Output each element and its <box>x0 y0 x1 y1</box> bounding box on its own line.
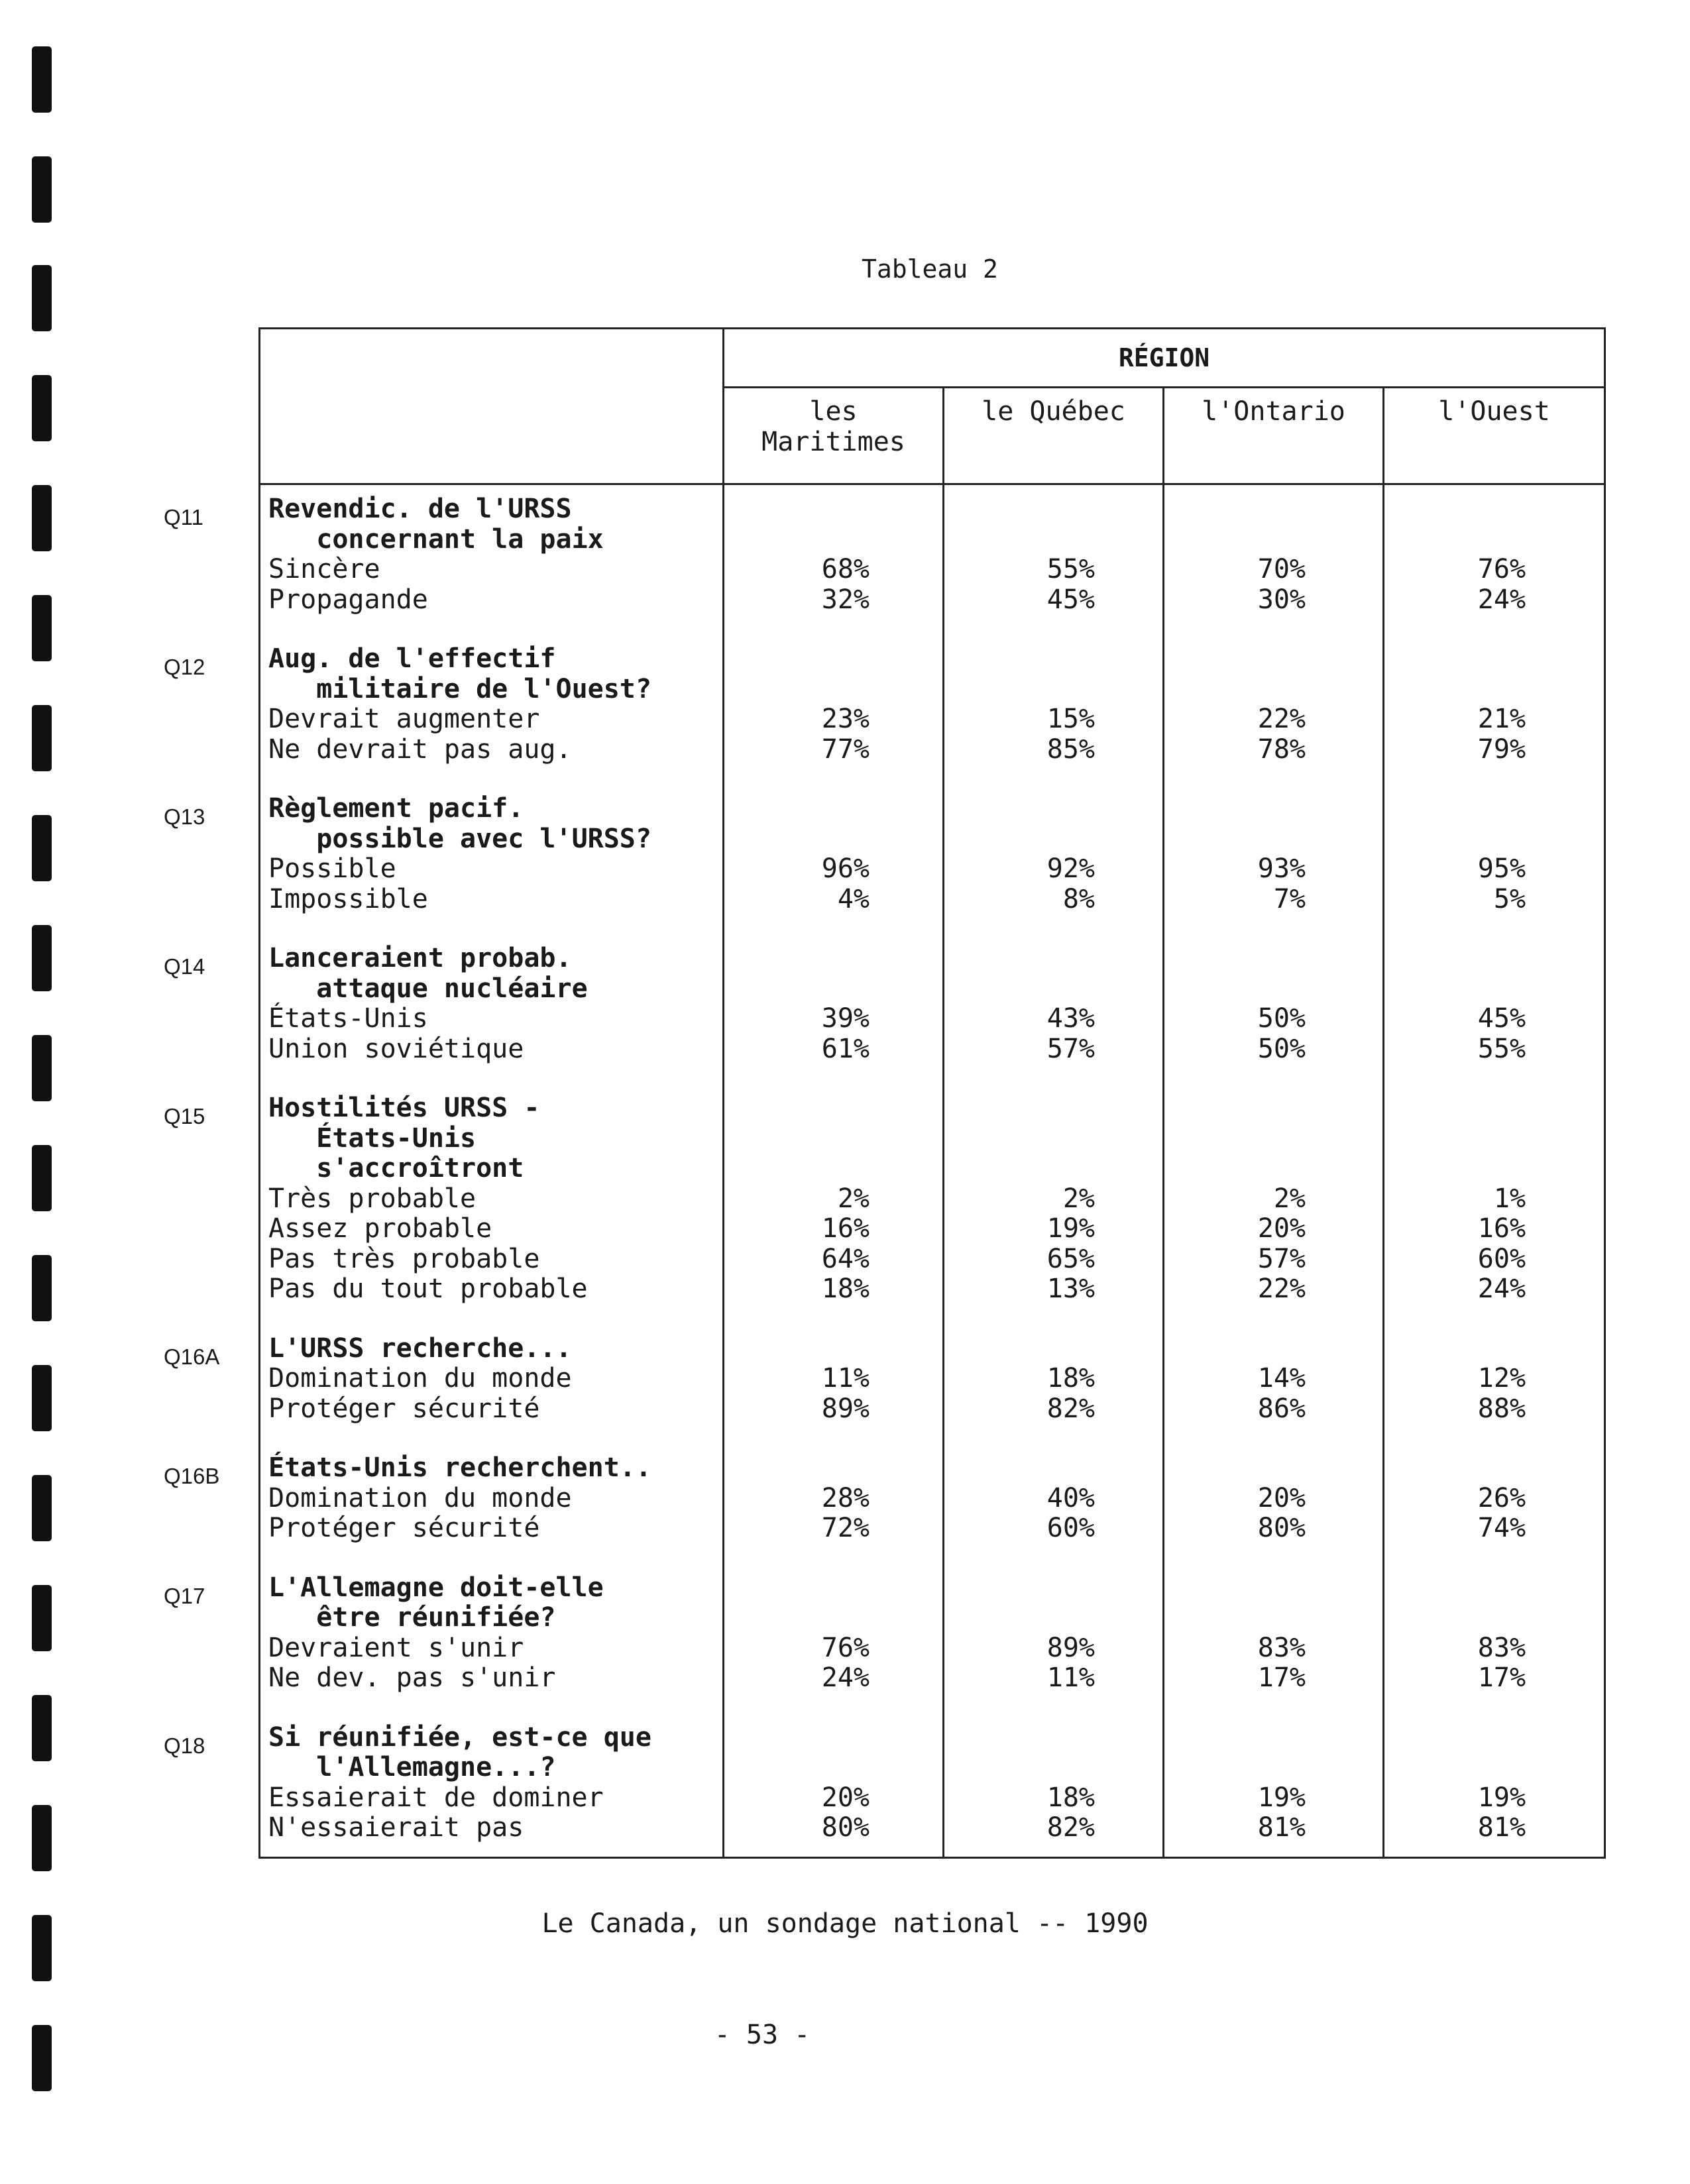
question-id: Q12 <box>164 655 205 679</box>
percent-value: 17% <box>1477 1663 1526 1693</box>
percent-value: 2% <box>837 1183 870 1214</box>
value-block <box>944 1573 1162 1694</box>
value-block <box>724 1453 942 1544</box>
answer-option: Pas très probable <box>268 1243 540 1274</box>
question-title: Règlement pacif. possible avec l'URSS? <box>268 793 651 854</box>
question-title: L'URSS recherche... <box>268 1333 572 1364</box>
binder-hole <box>32 1475 52 1541</box>
question-id: Q18 <box>164 1733 205 1758</box>
percent-value: 2% <box>1062 1183 1095 1214</box>
percent-value: 11% <box>821 1363 870 1393</box>
binder-hole <box>32 1255 52 1321</box>
answer-option: Propagande <box>268 584 428 615</box>
value-block <box>1384 1093 1604 1305</box>
binder-hole <box>32 595 52 661</box>
value-block <box>1384 1334 1604 1425</box>
binder-hole <box>32 265 52 331</box>
percent-value: 45% <box>1477 1003 1526 1034</box>
value-block <box>724 1093 942 1305</box>
percent-value: 65% <box>1046 1243 1095 1274</box>
percent-value: 76% <box>821 1632 870 1663</box>
answer-option: Protéger sécurité <box>268 1513 540 1543</box>
answer-option: Possible <box>268 853 396 884</box>
binder-hole <box>32 485 52 551</box>
value-block <box>1384 944 1604 1064</box>
question-block <box>164 1093 718 1305</box>
percent-value: 68% <box>821 554 870 584</box>
percent-value: 18% <box>1046 1782 1095 1813</box>
question-block <box>164 1452 718 1544</box>
binder-hole <box>32 1145 52 1211</box>
survey-table <box>164 327 1606 1859</box>
answer-option: Protéger sécurité <box>268 1393 540 1424</box>
question-title: Aug. de l'effectif militaire de l'Ouest? <box>268 643 651 704</box>
value-block <box>944 1453 1162 1544</box>
value-block <box>944 494 1162 615</box>
value-block <box>944 1723 1162 1843</box>
value-block <box>724 944 942 1064</box>
percent-value: 57% <box>1046 1033 1095 1064</box>
answer-option: N'essaierait pas <box>268 1812 524 1843</box>
question-id: Q16B <box>164 1464 220 1488</box>
percent-value: 81% <box>1257 1812 1306 1843</box>
percent-value: 4% <box>837 883 870 914</box>
question-title: Hostilités URSS - États-Unis s'accroîtront <box>268 1093 540 1183</box>
percent-value: 8% <box>1062 883 1095 914</box>
value-block <box>1384 494 1604 615</box>
value-block <box>1164 794 1382 914</box>
percent-value: 24% <box>821 1663 870 1693</box>
percent-value: 20% <box>821 1782 870 1813</box>
question-id: Q16A <box>164 1344 220 1369</box>
percent-value: 22% <box>1257 704 1306 734</box>
percent-value: 17% <box>1257 1663 1306 1693</box>
column-header-ontario: l'Ontario <box>1164 388 1384 484</box>
percent-value: 39% <box>821 1003 870 1034</box>
column-header-ouest: l'Ouest <box>1384 388 1605 484</box>
answer-option: Domination du monde <box>268 1363 572 1393</box>
question-id: Q14 <box>164 954 205 979</box>
answer-option: Pas du tout probable <box>268 1274 588 1304</box>
percent-value: 24% <box>1477 584 1526 615</box>
percent-value: 55% <box>1046 554 1095 584</box>
values-column-quebec <box>944 484 1164 1858</box>
question-id: Q17 <box>164 1583 205 1608</box>
percent-value: 57% <box>1257 1243 1306 1274</box>
percent-value: 13% <box>1046 1274 1095 1304</box>
percent-value: 72% <box>821 1513 870 1543</box>
percent-value: 45% <box>1046 584 1095 615</box>
percent-value: 85% <box>1046 734 1095 765</box>
percent-value: 78% <box>1257 734 1306 765</box>
value-block <box>724 1723 942 1843</box>
answer-option: Ne devrait pas aug. <box>268 734 572 765</box>
values-column-ouest <box>1384 484 1605 1858</box>
percent-value: 61% <box>821 1033 870 1064</box>
question-title: États-Unis recherchent.. <box>268 1452 651 1483</box>
percent-value: 12% <box>1477 1363 1526 1393</box>
value-block <box>1384 1723 1604 1843</box>
percent-value: 19% <box>1477 1782 1526 1813</box>
percent-value: 60% <box>1477 1243 1526 1274</box>
answer-option: Ne dev. pas s'unir <box>268 1663 556 1693</box>
value-block <box>944 644 1162 765</box>
column-header-maritimes: les Maritimes <box>724 388 944 484</box>
question-id: Q13 <box>164 804 205 829</box>
binder-hole <box>32 375 52 441</box>
value-block <box>724 1334 942 1425</box>
percent-value: 18% <box>1046 1363 1095 1393</box>
percent-value: 16% <box>1477 1213 1526 1244</box>
percent-value: 7% <box>1273 883 1306 914</box>
value-block <box>944 944 1162 1064</box>
percent-value: 82% <box>1046 1393 1095 1424</box>
values-column-ontario <box>1164 484 1384 1858</box>
question-block <box>164 793 718 914</box>
value-block <box>1164 944 1382 1064</box>
percent-value: 80% <box>821 1812 870 1843</box>
binder-hole <box>32 156 52 223</box>
question-block <box>164 1333 718 1425</box>
percent-value: 70% <box>1257 554 1306 584</box>
table-title: Tableau 2 <box>862 254 998 284</box>
answer-option: Très probable <box>268 1183 477 1214</box>
percent-value: 20% <box>1257 1482 1306 1513</box>
question-id: Q15 <box>164 1104 205 1128</box>
value-block <box>944 794 1162 914</box>
value-block <box>1164 644 1382 765</box>
value-block <box>1164 1093 1382 1305</box>
answer-option: États-Unis <box>268 1003 428 1034</box>
binder-hole <box>32 46 52 113</box>
value-block <box>724 644 942 765</box>
percent-value: 16% <box>821 1213 870 1244</box>
value-block <box>724 794 942 914</box>
value-block <box>724 1573 942 1694</box>
percent-value: 26% <box>1477 1482 1526 1513</box>
percent-value: 81% <box>1477 1812 1526 1843</box>
percent-value: 50% <box>1257 1003 1306 1034</box>
percent-value: 79% <box>1477 734 1526 765</box>
binder-hole <box>32 925 52 991</box>
source-caption: Le Canada, un sondage national -- 1990 <box>541 1908 1149 1939</box>
percent-value: 24% <box>1477 1274 1526 1304</box>
percent-value: 88% <box>1477 1393 1526 1424</box>
question-block <box>164 643 718 765</box>
percent-value: 80% <box>1257 1513 1306 1543</box>
binder-hole <box>32 705 52 771</box>
question-title: Si réunifiée, est-ce que l'Allemagne...? <box>268 1721 651 1782</box>
percent-value: 60% <box>1046 1513 1095 1543</box>
corner-cell <box>260 329 724 484</box>
percent-value: 83% <box>1477 1632 1526 1663</box>
percent-value: 64% <box>821 1243 870 1274</box>
value-block <box>1164 1334 1382 1425</box>
binder-hole <box>32 1805 52 1871</box>
binder-hole <box>32 1365 52 1431</box>
percent-value: 5% <box>1493 883 1526 914</box>
answer-option: Assez probable <box>268 1213 492 1244</box>
percent-value: 74% <box>1477 1513 1526 1543</box>
page-number: - 53 - <box>714 2020 811 2050</box>
region-header: RÉGION <box>724 329 1605 388</box>
question-block <box>164 943 718 1064</box>
percent-value: 21% <box>1477 704 1526 734</box>
percent-value: 1% <box>1493 1183 1526 1214</box>
percent-value: 11% <box>1046 1663 1095 1693</box>
percent-value: 89% <box>821 1393 870 1424</box>
answer-option: Impossible <box>268 883 428 914</box>
values-column-maritimes <box>724 484 944 1858</box>
percent-value: 20% <box>1257 1213 1306 1244</box>
value-block <box>1164 1453 1382 1544</box>
question-title: Revendic. de l'URSS concernant la paix <box>268 494 604 555</box>
percent-value: 89% <box>1046 1632 1095 1663</box>
question-title: Lanceraient probab. attaque nucléaire <box>268 943 588 1004</box>
answer-option: Devraient s'unir <box>268 1632 524 1663</box>
percent-value: 30% <box>1257 584 1306 615</box>
percent-value: 50% <box>1257 1033 1306 1064</box>
percent-value: 2% <box>1273 1183 1306 1214</box>
value-block <box>1164 1723 1382 1843</box>
answer-option: Domination du monde <box>268 1482 572 1513</box>
binder-holes <box>32 0 58 2184</box>
percent-value: 96% <box>821 853 870 884</box>
value-block <box>1164 1573 1382 1694</box>
value-block <box>1384 794 1604 914</box>
question-block <box>164 494 718 615</box>
question-title: L'Allemagne doit-elle être réunifiée? <box>268 1572 604 1633</box>
value-block <box>1384 1573 1604 1694</box>
percent-value: 22% <box>1257 1274 1306 1304</box>
percent-value: 19% <box>1257 1782 1306 1813</box>
value-block <box>1384 1453 1604 1544</box>
binder-hole <box>32 1695 52 1761</box>
value-block <box>1384 644 1604 765</box>
percent-value: 93% <box>1257 853 1306 884</box>
percent-value: 14% <box>1257 1363 1306 1393</box>
percent-value: 95% <box>1477 853 1526 884</box>
value-block <box>1164 494 1382 615</box>
question-id: Q11 <box>164 505 203 529</box>
percent-value: 28% <box>821 1482 870 1513</box>
binder-hole <box>32 1585 52 1651</box>
percent-value: 83% <box>1257 1632 1306 1663</box>
percent-value: 82% <box>1046 1812 1095 1843</box>
binder-hole <box>32 1035 52 1101</box>
percent-value: 92% <box>1046 853 1095 884</box>
value-block <box>944 1334 1162 1425</box>
percent-value: 40% <box>1046 1482 1095 1513</box>
column-header-quebec: le Québec <box>944 388 1164 484</box>
percent-value: 18% <box>821 1274 870 1304</box>
question-block <box>164 1572 718 1694</box>
percent-value: 23% <box>821 704 870 734</box>
percent-value: 86% <box>1257 1393 1306 1424</box>
percent-value: 76% <box>1477 554 1526 584</box>
percent-value: 77% <box>821 734 870 765</box>
answer-option: Union soviétique <box>268 1033 524 1064</box>
percent-value: 55% <box>1477 1033 1526 1064</box>
binder-hole <box>32 815 52 881</box>
percent-value: 19% <box>1046 1213 1095 1244</box>
value-block <box>724 494 942 615</box>
answer-option: Devrait augmenter <box>268 704 540 734</box>
answer-option: Essaierait de dominer <box>268 1782 604 1813</box>
value-block <box>944 1093 1162 1305</box>
percent-value: 43% <box>1046 1003 1095 1034</box>
percent-value: 15% <box>1046 704 1095 734</box>
answer-option: Sincère <box>268 554 380 584</box>
question-block <box>164 1721 718 1843</box>
percent-value: 32% <box>821 584 870 615</box>
questions-column <box>164 484 724 1858</box>
